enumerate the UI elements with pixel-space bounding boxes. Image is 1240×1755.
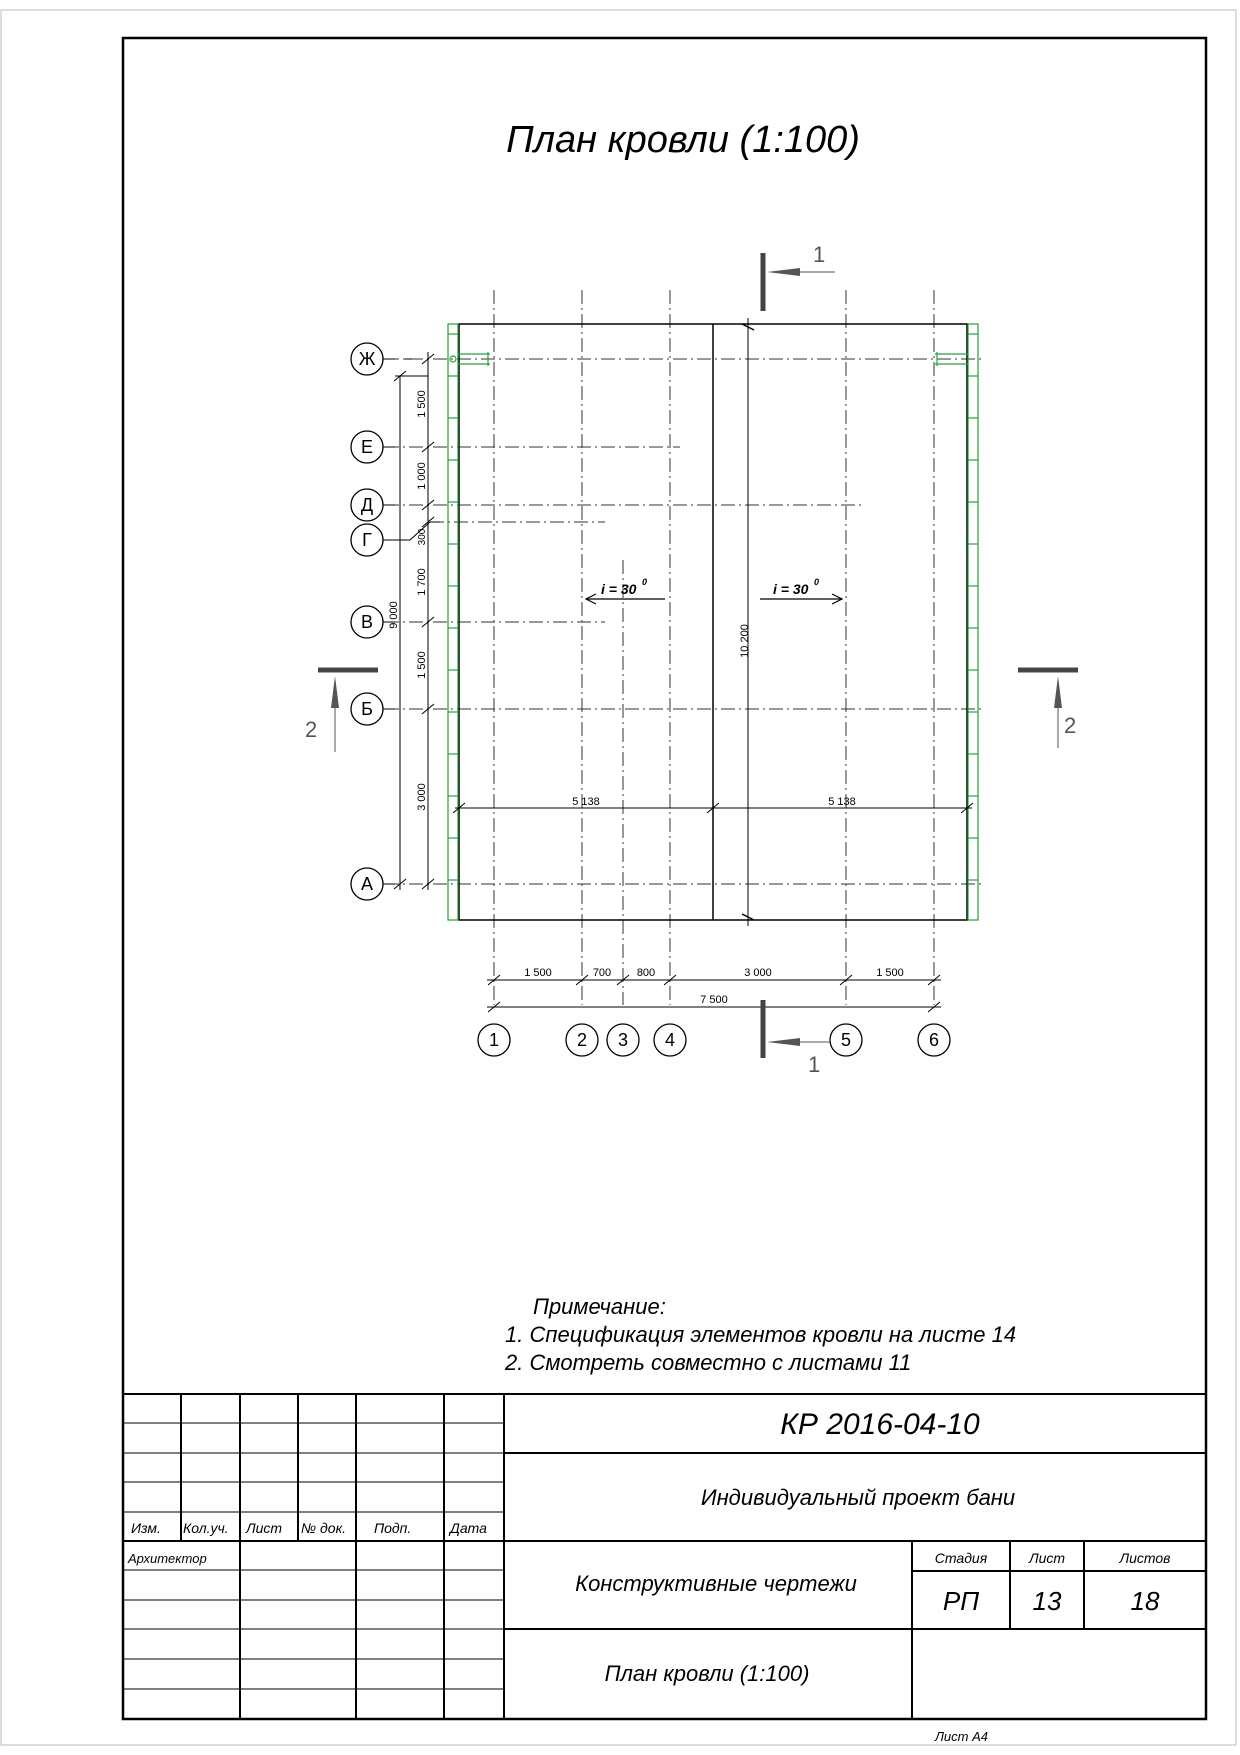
section-label-1-bottom: 1 — [808, 1052, 821, 1077]
tb-sheets-label: Листов — [1119, 1550, 1171, 1566]
tb-header-date: Дата — [450, 1520, 487, 1536]
axis-label-g: Г — [362, 530, 372, 550]
tb-stage: РП — [942, 1586, 980, 1616]
tb-stage-label: Стадия — [934, 1550, 988, 1566]
dim-ridge-height: 10 200 — [739, 624, 751, 658]
tb-sheet-name: План кровли (1:100) — [604, 1661, 810, 1686]
drawing-frame — [123, 38, 1206, 1719]
dim-horiz-3: 800 — [636, 967, 656, 979]
tb-sheets: 18 — [1130, 1586, 1160, 1616]
dim-horiz-total: 7 500 — [700, 994, 728, 1006]
tb-role-architect: Архитектор — [128, 1551, 207, 1566]
tb-project: Индивидуальный проект бани — [700, 1485, 1016, 1510]
page-outline — [1, 10, 1236, 1745]
dim-vert-5: 1 500 — [416, 651, 428, 679]
axis-label-e: Е — [360, 437, 374, 457]
leader-g — [383, 522, 440, 540]
axis-label-4: 4 — [664, 1030, 676, 1050]
slope-label-left: i = 30 — [601, 581, 637, 597]
axis-label-b: Б — [361, 699, 373, 719]
axis-label-1: 1 — [488, 1030, 500, 1050]
drawing-title: План кровли (1:100) — [506, 119, 860, 161]
axis-label-zh: Ж — [358, 349, 376, 369]
section-label-2-left: 2 — [305, 717, 318, 742]
dim-roof-right: 5 138 — [828, 796, 856, 808]
note-item-1: 1. Спецификация элементов кровли на листе 14 — [505, 1322, 1017, 1347]
dim-vert-1: 1 500 — [416, 390, 428, 418]
axis-label-6: 6 — [928, 1030, 940, 1050]
section-marker-1-bottom — [763, 1000, 830, 1058]
tb-sheet-label: Лист — [1028, 1550, 1066, 1566]
tb-section: Конструктивные чертежи — [575, 1571, 857, 1596]
tb-header-kol: Кол.уч. — [183, 1520, 229, 1536]
tb-header-izm: Изм. — [131, 1520, 161, 1536]
title-block — [123, 1394, 1206, 1744]
notes-heading: Примечание: — [533, 1294, 666, 1319]
tb-format: Лист А4 — [935, 1729, 988, 1744]
dim-horiz-1: 1 500 — [524, 967, 552, 979]
roof-plan — [305, 242, 1078, 1077]
dim-vert-4: 1 700 — [416, 568, 428, 596]
note-item-2: 2. Смотреть совместно с листами 11 — [505, 1350, 912, 1375]
dim-vert-3: 300 — [417, 528, 428, 546]
slope-label-right: i = 30 — [773, 581, 809, 597]
tb-code: КР 2016-04-10 — [780, 1408, 980, 1441]
dim-roof-left: 5 138 — [572, 796, 600, 808]
slope-degree-right: 0 — [814, 577, 820, 587]
axis-label-5: 5 — [840, 1030, 852, 1050]
dim-horiz-4: 3 000 — [744, 967, 772, 979]
section-label-2-right: 2 — [1064, 713, 1077, 738]
dim-vert-total: 9 000 — [388, 601, 400, 629]
axis-label-2: 2 — [576, 1030, 588, 1050]
dim-vert-2: 1 000 — [416, 462, 428, 490]
tb-header-podp: Подп. — [374, 1520, 412, 1536]
section-label-1-top: 1 — [813, 242, 826, 267]
dim-vert-6: 3 000 — [416, 783, 428, 811]
dim-horiz-2: 700 — [592, 967, 612, 979]
axis-label-3: 3 — [617, 1030, 629, 1050]
dim-horiz-5: 1 500 — [876, 967, 904, 979]
axis-label-v: В — [360, 612, 374, 632]
tb-header-doc: № док. — [301, 1520, 347, 1536]
axis-label-a: А — [360, 874, 374, 894]
tb-sheet: 13 — [1032, 1586, 1062, 1616]
tb-header-list: Лист — [246, 1520, 283, 1536]
axis-label-d: Д — [360, 495, 374, 515]
slope-degree-left: 0 — [642, 577, 648, 587]
